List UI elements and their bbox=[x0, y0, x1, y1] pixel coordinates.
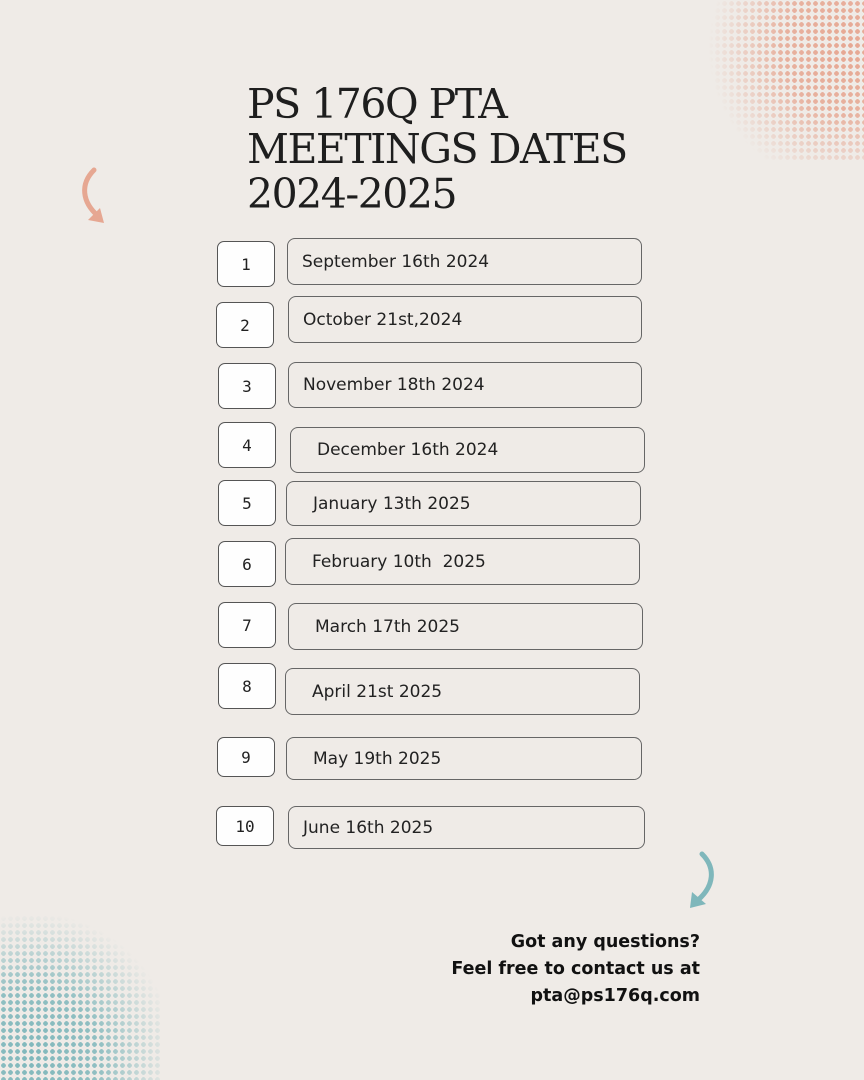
title-line: MEETINGS DATES bbox=[247, 125, 627, 173]
meeting-number: 1 bbox=[217, 241, 275, 287]
meeting-date: October 21st,2024 bbox=[288, 296, 642, 343]
meeting-number: 7 bbox=[218, 602, 276, 648]
meeting-date: February 10th 2025 bbox=[285, 538, 640, 585]
meeting-date: January 13th 2025 bbox=[286, 481, 641, 526]
meeting-date: June 16th 2025 bbox=[288, 806, 645, 849]
meeting-number: 6 bbox=[218, 541, 276, 587]
meeting-date: November 18th 2024 bbox=[288, 362, 642, 408]
meeting-number: 9 bbox=[217, 737, 275, 777]
title-line: 2024-2025 bbox=[247, 170, 457, 218]
meeting-number: 10 bbox=[216, 806, 274, 846]
halftone-dots-bottom-left bbox=[0, 915, 160, 1080]
contact-line: Got any questions? bbox=[510, 932, 700, 952]
halftone-dots-top-right bbox=[700, 0, 864, 160]
meeting-date: April 21st 2025 bbox=[285, 668, 640, 715]
contact-info bbox=[451, 929, 700, 1010]
meeting-number: 5 bbox=[218, 480, 276, 526]
meeting-date: December 16th 2024 bbox=[290, 427, 645, 473]
meeting-date: May 19th 2025 bbox=[286, 737, 642, 780]
meeting-number: 4 bbox=[218, 422, 276, 468]
meeting-date: September 16th 2024 bbox=[287, 238, 642, 285]
contact-email: pta@ps176q.com bbox=[530, 986, 700, 1006]
page-title bbox=[247, 82, 687, 217]
curved-arrow-down-icon bbox=[72, 160, 116, 230]
curved-arrow-down-icon bbox=[680, 846, 724, 916]
contact-line: Feel free to contact us at bbox=[451, 959, 700, 979]
meeting-number: 2 bbox=[216, 302, 274, 348]
meeting-number: 3 bbox=[218, 363, 276, 409]
title-line: PS 176Q PTA bbox=[247, 80, 507, 128]
meeting-date: March 17th 2025 bbox=[288, 603, 643, 650]
meeting-number: 8 bbox=[218, 663, 276, 709]
